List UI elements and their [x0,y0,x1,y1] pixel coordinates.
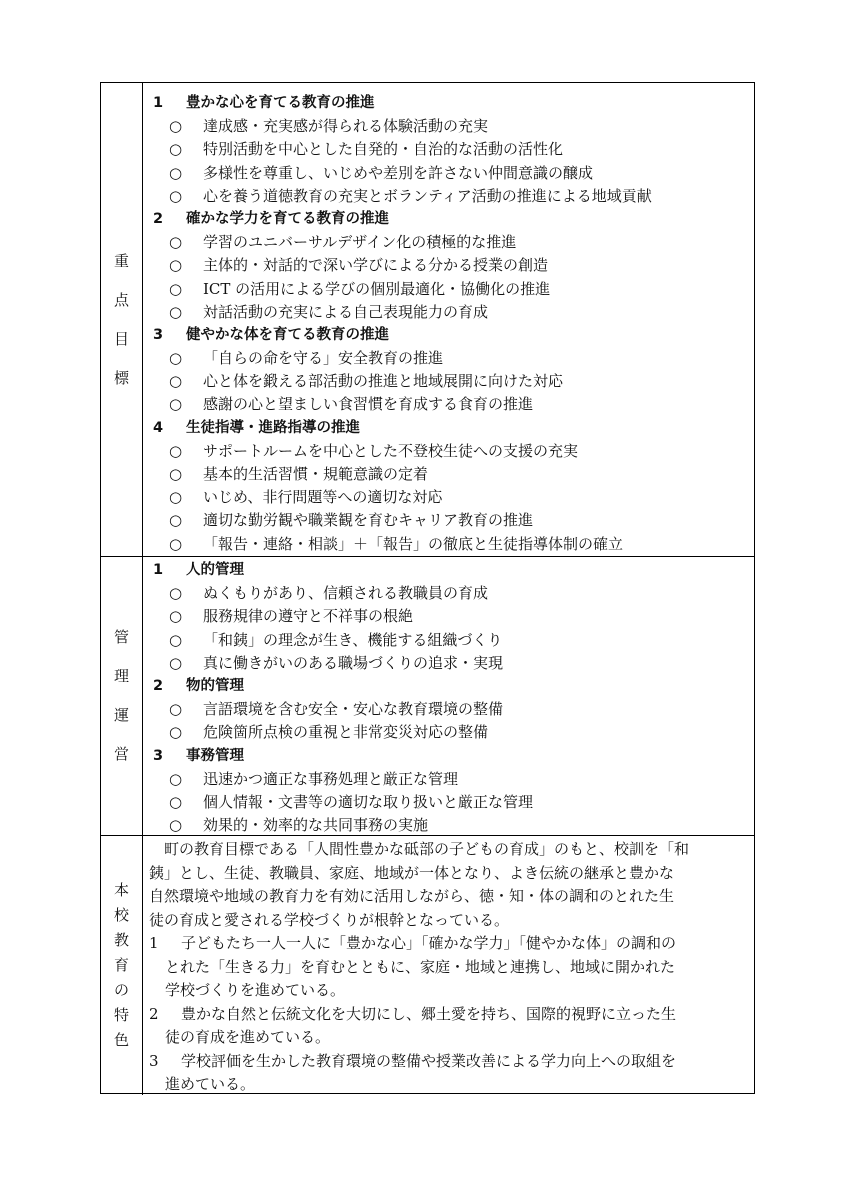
point-line [149,1050,748,1074]
list-item-text: 感謝の心と望ましい食習慣を育成する食育の推進 [203,395,534,414]
label-char: 特 [113,1006,129,1024]
bullet-mark: ○ [169,117,183,136]
list-item-text: 基本的生活習慣・規範意識の定着 [203,465,429,483]
list-item-text: 「報告・連絡・相談」＋「報告」の徹底と生徒指導体制の確立 [203,534,624,553]
list-item [153,301,754,324]
list-item-text: 効果的・効率的な共同事務の実施 [203,816,429,835]
list-item-text: 対話活動の充実による自己表現能力の育成 [203,302,489,321]
school-features-label [114,878,129,1053]
group-heading [153,92,754,115]
group-number: 3 [153,326,164,343]
management-content [143,557,754,835]
list-item-text: 迅速かつ適正な事務処理と厳正な管理 [203,769,459,788]
group-number: 4 [153,419,164,436]
list-item-text: ぬくもりがあり、信頼される教職員の育成 [203,584,489,603]
list-item [153,440,754,463]
label-char: 理 [113,667,129,685]
list-item-text: 「自らの命を守る」安全教育の推進 [203,349,444,368]
list-item [153,393,754,416]
list-item-text: 多様性を尊重し、いじめや差別を許さない仲間意識の醸成 [203,163,594,182]
school-plan-table [100,82,755,1094]
group-heading [153,675,754,698]
list-item-text: ICT の活用による学びの個別最適化・協働化の推進 [203,279,551,298]
list-item-text: 服務規律の遵守と不祥事の根絶 [203,607,414,626]
list-item [153,698,754,721]
group-number: 2 [153,677,164,694]
label-char: 色 [113,1031,129,1049]
bullet-mark: ○ [169,163,183,182]
group-title: 確かな学力を育てる教育の推進 [186,210,389,227]
features-intro [149,838,748,932]
point-line [149,956,748,980]
group-number: 3 [153,747,164,764]
label-char: 運 [113,706,129,724]
list-item [153,605,754,628]
list-item-text: サポートルームを中心とした不登校生徒への支援の充実 [203,441,579,460]
group-title: 健やかな体を育てる教育の推進 [186,326,389,343]
priority-goals-label-cell [101,83,143,556]
point-number: 1 [149,934,159,952]
bullet-mark: ○ [169,395,183,414]
bullet-mark: ○ [169,792,183,811]
list-item [153,721,754,744]
bullet-mark: ○ [169,441,183,460]
bullet-mark: ○ [169,607,183,626]
bullet-mark: ○ [169,488,183,507]
bullet-mark: ○ [169,511,183,530]
intro-line: 銕」とし、生徒、教職員、家庭、地域が一体となり、よき伝統の継承と豊かな [149,863,675,882]
list-item [153,791,754,814]
label-char: の [113,981,129,999]
list-item [153,509,754,532]
list-item [153,814,754,837]
label-char: 教 [113,931,129,949]
group-number: 1 [153,95,164,111]
school-features-section [101,836,754,1095]
bullet-mark: ○ [169,256,183,275]
point-text: 学校評価を生かした教育環境の整備や授業改善による学力向上への取組を [181,1051,677,1070]
bullet-mark: ○ [169,816,183,835]
group-title: 豊かな心を育てる教育の推進 [186,95,375,111]
group-heading [153,208,754,231]
list-item [153,582,754,605]
priority-goals-content [143,83,754,556]
list-item [153,652,754,675]
list-item [153,486,754,509]
point-text: 徒の育成を進めている。 [165,1028,331,1046]
list-item [153,533,754,556]
list-item [153,370,754,393]
list-item-text: 言語環境を含む安全・安心な教育環境の整備 [203,700,504,719]
management-label [114,618,129,774]
label-char: 育 [113,956,129,974]
bullet-mark: ○ [169,302,183,321]
point-number: 3 [149,1051,159,1070]
list-item-text: 主体的・対話的で深い学びによる分かる授業の創造 [203,256,549,275]
point-text: 子どもたち一人一人に「豊かな心」「確かな学力」「健やかな体」の調和の [181,934,677,952]
point-line [149,1003,748,1027]
management-label-cell [101,557,143,835]
list-item [153,138,754,161]
bullet-mark: ○ [169,233,183,252]
list-item-text: 「和銕」の理念が生き、機能する組織づくり [203,630,503,649]
list-item [153,162,754,185]
bullet-mark: ○ [169,186,183,205]
group-heading [153,559,754,582]
list-item-text: 心を養う道徳教育の充実とボランティア活動の推進による地域貢献 [203,186,652,205]
point-text: 豊かな自然と伝統文化を大切にし、郷土愛を持ち、国際的視野に立った生 [181,1004,677,1023]
list-item [153,185,754,208]
list-item [153,115,754,138]
bullet-mark: ○ [169,279,183,298]
priority-goals-label [114,242,129,398]
group-number: 2 [153,210,164,227]
list-item-text: 危険箇所点検の重視と非常変災対応の整備 [203,723,489,742]
list-item-text: 個人情報・文書等の適切な取り扱いと厳正な管理 [203,792,534,811]
label-char: 点 [113,290,129,309]
point-line [149,1073,748,1097]
group-title: 事務管理 [186,747,244,764]
group-number: 1 [153,562,164,578]
bullet-mark: ○ [169,584,183,603]
point-text: とれた「生きる力」を育むとともに、家庭・地域と連携し、地域に開かれた [165,957,676,976]
management-section [101,557,754,836]
list-item-text: 心と体を鍛える部活動の推進と地域展開に向けた対応 [203,372,564,391]
label-char: 目 [113,329,129,348]
bullet-mark: ○ [169,630,183,649]
school-features-label-cell [101,836,143,1095]
label-char: 本 [113,881,129,899]
list-item-text: 学習のユニバーサルデザイン化の積極的な推進 [203,233,517,252]
intro-line: 町の教育目標である「人間性豊かな砥部の子どもの育成」のもと、校訓を「和 [164,840,690,858]
list-item-text: 真に働きがいのある職場づくりの追求・実現 [203,653,504,672]
list-item [153,347,754,370]
list-item [153,768,754,791]
label-char: 営 [113,745,129,763]
point-line [149,932,748,956]
bullet-mark: ○ [169,349,183,368]
list-item-text: いじめ、非行問題等への適切な対応 [203,488,443,507]
group-heading [153,324,754,347]
group-heading [153,417,754,440]
point-text: 学校づくりを進めている。 [165,981,346,999]
list-item [153,254,754,277]
list-item-text: 特別活動を中心とした自発的・自治的な活動の活性化 [203,140,564,159]
group-title: 物的管理 [186,677,244,694]
bullet-mark: ○ [169,723,183,742]
bullet-mark: ○ [169,140,183,159]
point-line [149,1026,748,1050]
intro-line: 自然環境や地域の教育力を有効に活用しながら、徳・知・体の調和のとれた生 [149,887,675,905]
bullet-mark: ○ [169,372,183,391]
bullet-mark: ○ [169,653,183,672]
point-number: 2 [149,1004,159,1023]
list-item [153,463,754,486]
label-char: 校 [113,906,129,924]
list-item-text: 適切な勤労観や職業観を育むキャリア教育の推進 [203,511,534,530]
list-item [153,278,754,301]
list-item [153,629,754,652]
bullet-mark: ○ [169,465,183,483]
list-item [153,231,754,254]
features-points [149,932,748,1097]
group-heading [153,745,754,768]
group-title: 人的管理 [186,562,244,578]
label-char: 管 [113,628,129,646]
point-text: 進めている。 [165,1075,256,1093]
bullet-mark: ○ [169,769,183,788]
school-features-content [143,836,754,1095]
bullet-mark: ○ [169,534,183,553]
intro-line: 徒の育成と愛される学校づくりが根幹となっている。 [149,910,510,929]
label-char: 重 [113,251,129,270]
list-item-text: 達成感・充実感が得られる体験活動の充実 [203,117,489,136]
priority-goals-section [101,83,754,557]
point-line [149,979,748,1003]
label-char: 標 [113,368,129,387]
bullet-mark: ○ [169,700,183,719]
group-title: 生徒指導・進路指導の推進 [186,419,360,436]
